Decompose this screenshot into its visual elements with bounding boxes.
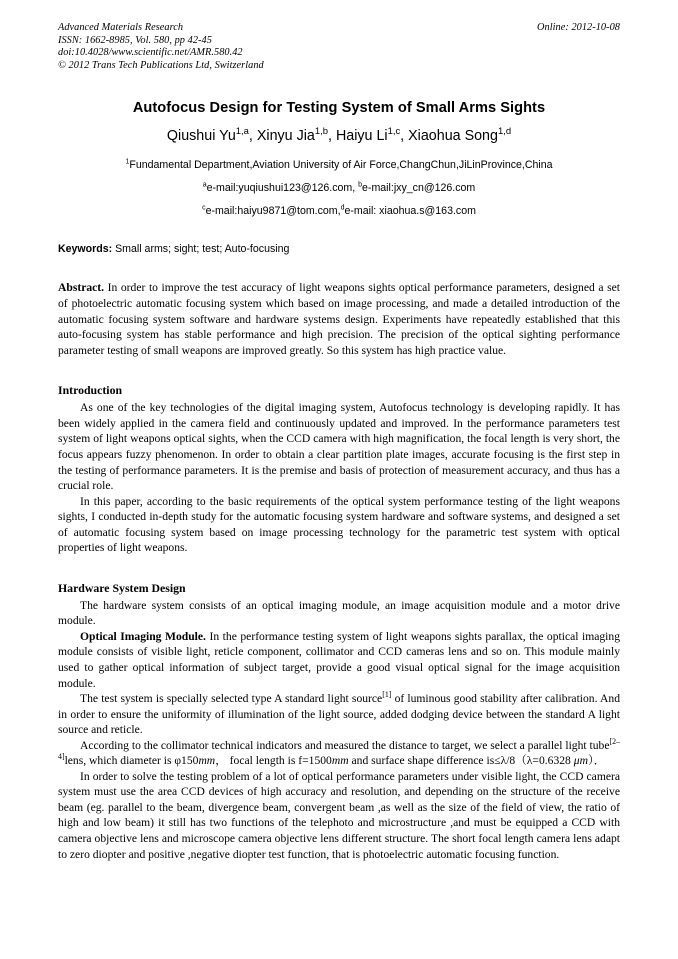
email-marker-d: d (340, 204, 345, 212)
hardware-paragraph-2 (58, 629, 620, 691)
keywords-value: Small arms; sight; test; Auto-focusing (112, 243, 290, 256)
citation-marker-1: [1] (382, 690, 392, 700)
abstract-block (58, 280, 620, 358)
introduction-paragraph-2: In this paper, according to the basic requirements of the optical system performance testing of the light weapons sights, I conducted in-depth study for the automatic focusing system hardware and software systems, and designed a set of automatic focusing system based on image processing technology for the parametric test system with optical properties of light weapons. (58, 494, 620, 555)
unit-mm-focal-length: mm (331, 754, 349, 768)
online-publication-date: Online: 2012-10-08 (537, 22, 620, 33)
hardware-paragraph-4-text-a: According to the collimator technical indicators and measured the distance to target, we select a parallel light tube (80, 738, 610, 752)
hardware-paragraph-3 (58, 691, 620, 738)
abstract-text: In order to improve the test accuracy of light weapons sights optical performance parameters, designed a set of photoelectric automatic focusing system which based on image processing, and made a detailed introduction of the automatic focusing system software and hardware systems design. Experiments have repeatedly established that this auto-focusing system has stable performance and high precision. The precision of the optical sighting performance parameter testing of small weapons are improved greatly. So this system has high practice value. (58, 281, 620, 357)
journal-doi: doi:10.4028/www.scientific.net/AMR.580.42 (58, 47, 243, 59)
journal-header (58, 22, 620, 72)
affiliation-marker: 1 (125, 158, 130, 166)
hardware-paragraph-3-text-b: of luminous good stability after calibration. And in order to ensure the uniformity of illumination of the light source, added dodging device between the standard A light source and reticle. (58, 692, 621, 737)
journal-copyright: © 2012 Trans Tech Publications Ltd, Switzerland (58, 59, 264, 71)
abstract-label: Abstract. (58, 281, 105, 295)
unit-mm-diameter: mm (198, 754, 216, 768)
section-heading-hardware-system-design: Hardware System Design (58, 580, 186, 595)
journal-issn-volume: ISSN: 1662-8985, Vol. 580, pp 42-45 (58, 34, 212, 46)
email-address-b: e-mail:jxy_cn@126.com (362, 182, 476, 195)
email-line-2 (58, 204, 620, 218)
hardware-paragraph-4-text-e: ）． (587, 754, 606, 768)
author-affiliation-marker-2: 1,b (314, 125, 328, 137)
email-marker-b: b (358, 181, 363, 189)
author-affiliation-marker-1: 1,a (235, 125, 249, 137)
author-affiliation-marker-4: 1,d (497, 125, 512, 137)
email-line-1 (58, 181, 620, 195)
author-list (58, 127, 620, 145)
author-affiliation-marker-3: 1,c (387, 125, 401, 137)
author-name-3: Haiyu Li (335, 128, 388, 145)
email-marker-c: c (202, 204, 206, 212)
section-heading-introduction: Introduction (58, 383, 123, 398)
hardware-paragraph-5: In order to solve the testing problem of a lot of optical performance parameters under visible light, the CCD camera system must use the area CCD devices of high accuracy and resolution, and depending on the structure of the receive beam (eg. parallel to the beam, divergence beam, convergent beam ,as well as the size of the field of view, the ratio of high and low beam) it still has two functions of the telephoto and microstructure ,and must be equipped a CCD with camera objective lens and microscope camera objective lens different structure. The short focal length camera lens adapt to zero diopter and positive ,negative diopter test function, that is photoelectric automatic focusing function. (58, 769, 620, 861)
author-separator-3: , (400, 128, 409, 145)
email-marker-a: a (202, 181, 207, 189)
title-block (58, 99, 620, 218)
author-separator-1: , (248, 128, 257, 145)
author-name-1: Qiushui Yu (166, 128, 236, 145)
email-address-d: e-mail: xiaohua.s@163.com (344, 205, 476, 218)
page-title: Autofocus Design for Testing System of Small Arms Sights (132, 100, 546, 117)
unit-micrometer-wavelength: μm (573, 754, 588, 768)
journal-name: Advanced Materials Research (58, 22, 184, 33)
citation-marker-2-4: [2–4] (58, 736, 620, 762)
keywords-label: Keywords: (58, 243, 113, 256)
author-name-2: Xinyu Jia (256, 128, 315, 145)
keywords-line (58, 242, 620, 256)
affiliation (58, 158, 620, 172)
introduction-paragraph-1: As one of the key technologies of the digital imaging system, Autofocus technology is developing rapidly. It has been widely applied in the camera field and continuously updated and improved. In the performance parameters test system of light weapons optical sights, when the CCD camera with high magnification, the focal length is very short, the focus appears fuzzy phenomenon. In order to obtain a clear partition plate images, accurate focusing is the first step in the testing of performance parameters. It is the premise and basis of protection of measurement accuracy, and thus has a crucial role. (58, 401, 620, 493)
email-address-c: e-mail:haiyu9871@tom.com, (205, 205, 341, 218)
hardware-paragraph-4-text-d: and surface shape difference is≤λ/8（λ=0.6328 (348, 754, 574, 768)
author-name-4: Xiaohua Song (408, 128, 498, 145)
email-address-a: e-mail:yuqiushui123@126.com, (206, 182, 359, 195)
hardware-paragraph-2-text: In the performance testing system of light weapons sights parallax, the optical imaging module consists of visible light, reticle component, collimator and CCD cameras lens and so on. This module mainly used to gather optical information of subject target, provide a good visual optical signal for the image acquisition module. (58, 629, 620, 690)
author-separator-2: , (327, 128, 336, 145)
hardware-paragraph-1: The hardware system consists of an optical imaging module, an image acquisition module and a motor drive module. (58, 598, 620, 628)
hardware-paragraph-4 (58, 738, 620, 769)
hardware-paragraph-4-text-b: lens, which diameter is φ150 (64, 754, 199, 768)
affiliation-text: Fundamental Department,Aviation University of Air Force,ChangChun,JiLinProvince,China (129, 159, 553, 172)
hardware-paragraph-3-text-a: The test system is specially selected type A standard light source (80, 692, 383, 706)
hardware-paragraph-4-text-c: ， focal length is f=1500 (215, 754, 332, 768)
run-in-heading-optical-imaging-module: Optical Imaging Module. (80, 629, 206, 643)
